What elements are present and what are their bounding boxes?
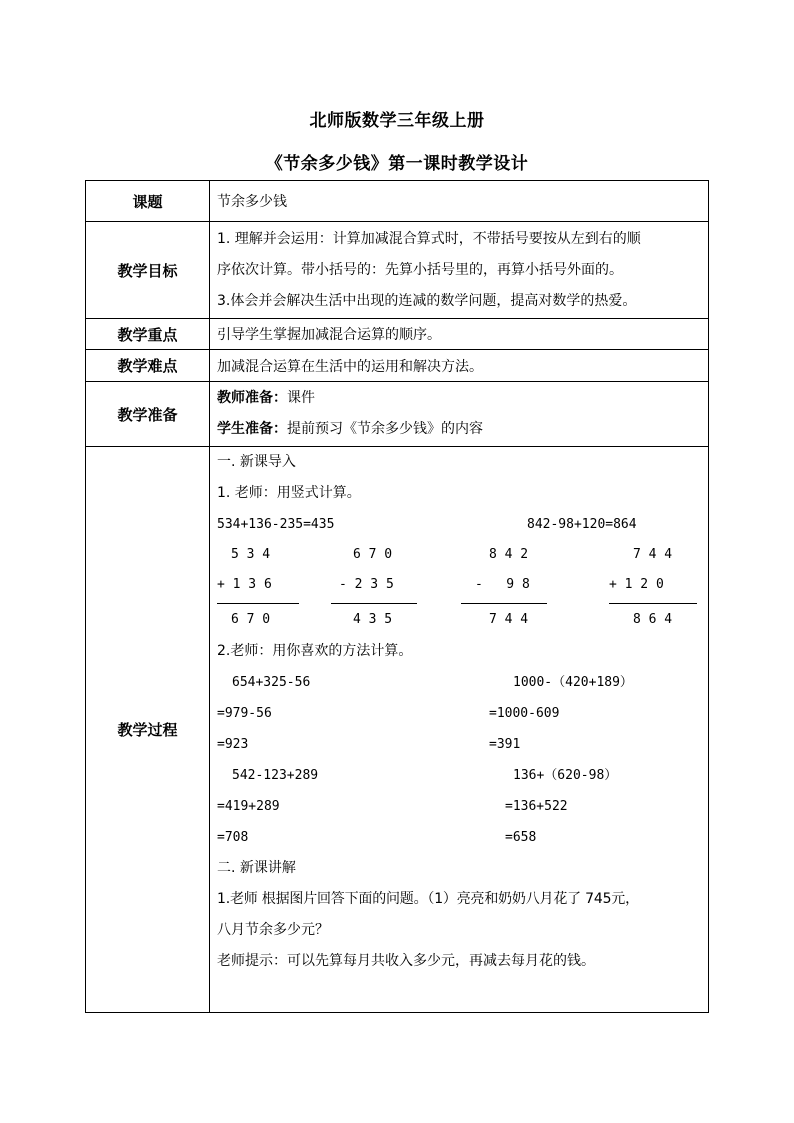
calc-right: 1000-（420+189）: [513, 675, 633, 690]
vertical-rule: [217, 603, 299, 604]
student-prep: [217, 414, 701, 445]
vertical-result: 8 6 4: [633, 612, 673, 627]
calc-left: =708: [217, 830, 249, 845]
key-point-value: 引导学生掌握加减混合运算的顺序。: [210, 319, 709, 350]
vertical-operand: + 1 2 0: [609, 577, 664, 592]
table-row: [86, 350, 709, 382]
vertical-top: 7 4 4: [633, 547, 673, 562]
calc-left: =419+289: [217, 799, 280, 814]
vertical-result: 6 7 0: [231, 612, 271, 627]
expression-b: 842-98+120=864: [527, 517, 637, 532]
teacher-prep: [217, 383, 701, 414]
vertical-rule: [331, 603, 417, 604]
calc-right: =1000-609: [489, 706, 560, 721]
vertical-operand: - 9 8: [475, 577, 530, 592]
calc-left: 542-123+289: [232, 768, 319, 783]
vertical-operand: + 1 3 6: [217, 577, 272, 592]
calc-right: 136+（620-98）: [513, 768, 618, 783]
goals-label: 教学目标: [86, 222, 210, 319]
vertical-operand: - 2 3 5: [339, 577, 394, 592]
table-row: [86, 319, 709, 350]
topic-label: 课题: [86, 181, 210, 222]
vertical-rule: [609, 603, 697, 604]
teacher-prep-label: 教师准备：: [217, 390, 287, 406]
calc-line: [217, 729, 701, 760]
table-row: [86, 447, 709, 1013]
calc-left: 654+325-56: [232, 675, 311, 690]
calc-left: =923: [217, 737, 249, 752]
step-text: 1. 老师：用竖式计算。: [217, 485, 361, 501]
vertical-rule: [461, 603, 547, 604]
calc-line: [217, 760, 701, 791]
difficulty-value: 加减混合运算在生活中的运用和解决方法。: [210, 350, 709, 382]
topic-value: 节余多少钱: [210, 181, 709, 222]
hint-text: 老师提示：可以先算每月共收入多少元，再减去每月花的钱。: [217, 953, 595, 969]
process-label: 教学过程: [86, 447, 210, 1013]
calc-right: =658: [505, 830, 537, 845]
expression-a: 534+136-235=435: [217, 517, 335, 532]
step-text: 八月节余多少元？: [217, 922, 329, 938]
teacher-prep-value: 课件: [287, 390, 315, 406]
section-heading: 二. 新课讲解: [217, 860, 296, 876]
vertical-calculations: [217, 540, 701, 636]
calc-line: [217, 791, 701, 822]
goals-cell: [210, 222, 709, 319]
preparation-label: 教学准备: [86, 382, 210, 447]
step-text: 1.老师 根据图片回答下面的问题。（1）亮亮和奶奶八月花了 745元，: [217, 891, 639, 907]
goals-line: 序依次计算。带小括号的：先算小括号里的，再算小括号外面的。: [217, 261, 623, 278]
table-row: [86, 181, 709, 222]
calc-right: =136+522: [505, 799, 568, 814]
goals-line: 3.体会并会解决生活中出现的连减的数学问题，提高对数学的热爱。: [217, 292, 637, 309]
document-title: 北师版数学三年级上册: [309, 111, 485, 131]
table-row: [86, 222, 709, 319]
calc-line: [217, 698, 701, 729]
preparation-cell: [210, 382, 709, 447]
document-subtitle: 《节余多少钱》第一课时教学设计: [265, 154, 529, 174]
process-cell: [210, 447, 709, 1013]
step-text: 2.老师：用你喜欢的方法计算。: [217, 643, 413, 659]
vertical-result: 7 4 4: [489, 612, 529, 627]
difficulty-label: 教学难点: [86, 350, 210, 382]
lesson-plan-table: [85, 180, 709, 1013]
vertical-result: 4 3 5: [353, 612, 393, 627]
key-point-label: 教学重点: [86, 319, 210, 350]
expression-row: [217, 509, 701, 540]
goals-line: 1. 理解并会运用：计算加减混合算式时，不带括号要按从左到右的顺: [217, 230, 641, 247]
vertical-top: 6 7 0: [353, 547, 393, 562]
calc-right: =391: [489, 737, 521, 752]
student-prep-value: 提前预习《节余多少钱》的内容: [287, 421, 483, 437]
student-prep-label: 学生准备：: [217, 421, 287, 437]
vertical-top: 5 3 4: [231, 547, 271, 562]
calc-line: [217, 667, 701, 698]
calc-left: =979-56: [217, 706, 272, 721]
table-row: [86, 382, 709, 447]
section-heading: 一. 新课导入: [217, 454, 296, 470]
calc-line: [217, 822, 701, 853]
vertical-top: 8 4 2: [489, 547, 529, 562]
